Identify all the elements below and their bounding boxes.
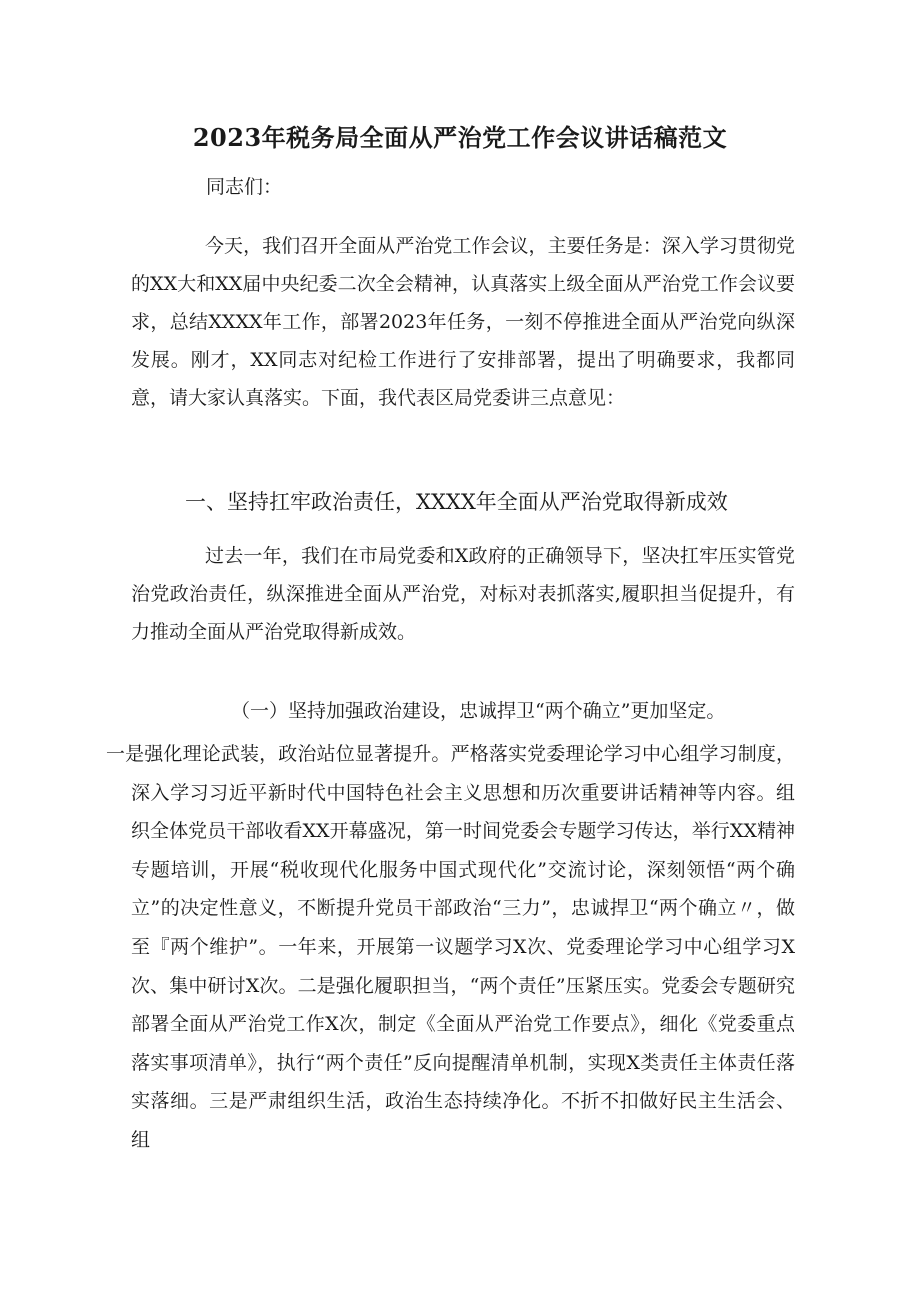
paragraph-body-text: 严格落实党委理论学习中心组学习制度，深入学习习近平新时代中国特色社会主义思想和历次重要讲话精神等内容。组织全体党员干部收看XX开幕盛况，第一时间党委会专题学习传达，举行XX精神专题培训，开展“税收现代化服务中国式现代化”交流讨论，深刻领悟“两个确立”的决定性意义，不断提升党员干部政治“三力”，忠诚捍卫“两个确立〃，做至『两个维护”。一年来，开展第一议题学习X次、党委理论学习中心组学习X次、集中研讨X次。二是强化履职担当，“两个责任”压紧压实。党委会专题研究部署全面从严治党工作X次，制定《全面从严治党工作要点》，细化《党委重点落实事项清单》，执行“两个责任”反向提醒清单机制，实现X类责任主体责任落实落细。三是严肃组织生活，政治生态持续净化。不折不扣做好民主生活会、组 [131, 743, 795, 1151]
paragraph-opening: 今天，我们召开全面从严治党工作会议，主要任务是：深入学习贯彻党的XX大和XX届中央纪委二次全会精神，认真落实上级全面从严治党工作会议要求，总结XXXX年工作，部署2023年任务，一刻不停推进全面从严治党向纵深发展。刚才，XX同志对纪检工作进行了安排部署，提出了明确要求，我都同意，请大家认真落实。下面，我代表区局党委讲三点意见： [131, 235, 795, 409]
paragraph-lead-sentence: 一是强化理论武装，政治站位显著提升。 [106, 743, 451, 765]
section-heading-1: 一、坚持扛牢政治责任，XXXX年全面从严治党取得新成效 [185, 490, 728, 514]
document-title: 2023年税务局全面从严治党工作会议讲话稿范文 [192, 123, 728, 152]
salutation: 同志们： [206, 176, 283, 198]
subsection-heading-1: （一）坚持加强政治建设，忠诚捍卫“两个确立”更加坚定。 [231, 700, 726, 722]
paragraph-political-building [106, 735, 795, 1160]
paragraph-past-year: 过去一年，我们在市局党委和X政府的正确领导下，坚决扛牢压实管党治党政治责任，纵深推进全面从严治党，对标对表抓落实,履职担当促提升，有力推动全面从严治党取得新成效。 [131, 545, 795, 643]
